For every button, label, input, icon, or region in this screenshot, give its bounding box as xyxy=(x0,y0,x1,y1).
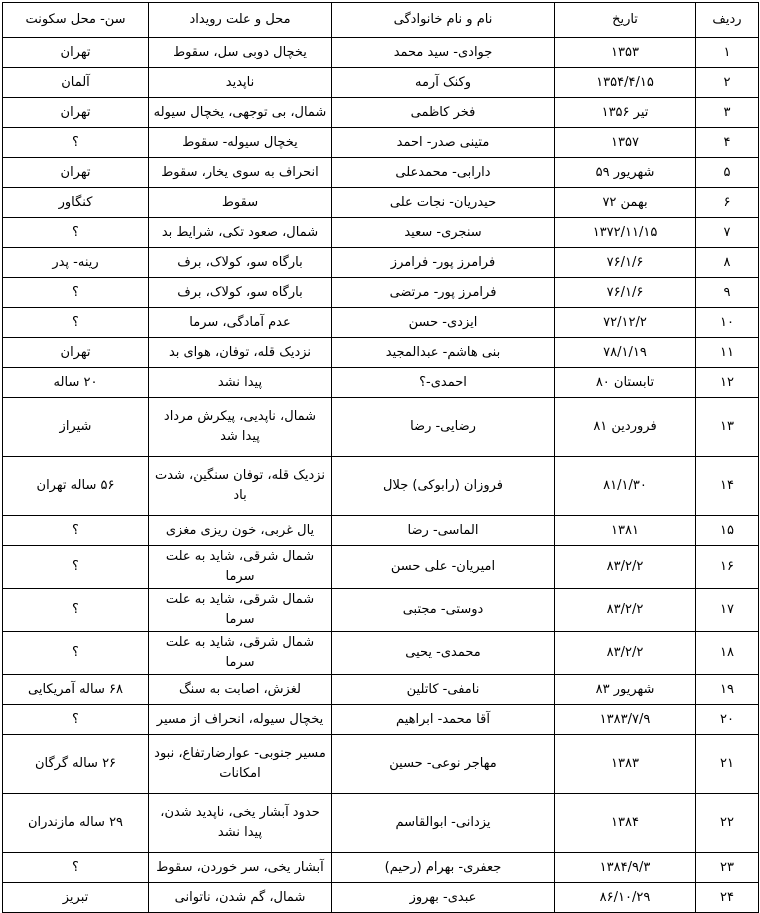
table-row xyxy=(3,338,759,368)
table-row xyxy=(3,188,759,218)
cell-age: ؟ xyxy=(3,589,149,632)
cell-row-number: ۱۵ xyxy=(696,516,759,546)
cell-age: ؟ xyxy=(3,308,149,338)
table-row xyxy=(3,308,759,338)
header-row xyxy=(3,3,759,38)
cell-name: جوادی- سید محمد xyxy=(332,38,555,68)
cell-name: آقا محمد- ابراهیم xyxy=(332,705,555,735)
cell-name: محمدی- یحیی xyxy=(332,632,555,675)
cell-age: کنگاور xyxy=(3,188,149,218)
cell-name: متینی صدر- احمد xyxy=(332,128,555,158)
table-row xyxy=(3,589,759,632)
cell-row-number: ۱۱ xyxy=(696,338,759,368)
cell-place: بارگاه سو، کولاک، برف xyxy=(149,278,332,308)
header-age: سن- محل سکونت xyxy=(3,3,149,38)
cell-row-number: ۵ xyxy=(696,158,759,188)
cell-age: ؟ xyxy=(3,516,149,546)
table-row xyxy=(3,158,759,188)
table-row xyxy=(3,368,759,398)
cell-date: ۸۳/۲/۲ xyxy=(555,589,696,632)
cell-row-number: ۳ xyxy=(696,98,759,128)
cell-row-number: ۱۸ xyxy=(696,632,759,675)
cell-row-number: ۱۲ xyxy=(696,368,759,398)
cell-age: ؟ xyxy=(3,705,149,735)
cell-date: ۸۳/۲/۲ xyxy=(555,546,696,589)
cell-place: سقوط xyxy=(149,188,332,218)
cell-date: ۸۳/۲/۲ xyxy=(555,632,696,675)
cell-date: ۸۶/۱۰/۲۹ xyxy=(555,883,696,913)
cell-age: ۲۹ ساله مازندران xyxy=(3,794,149,853)
incident-table xyxy=(2,2,759,913)
cell-name: فرامرز پور- مرتضی xyxy=(332,278,555,308)
cell-place: آبشار یخی، سر خوردن، سقوط xyxy=(149,853,332,883)
table-row xyxy=(3,632,759,675)
cell-place: یخچال دوبی سل، سقوط xyxy=(149,38,332,68)
cell-name: نامفی- کاتلین xyxy=(332,675,555,705)
cell-row-number: ۹ xyxy=(696,278,759,308)
cell-age: ؟ xyxy=(3,278,149,308)
cell-age: رینه- پدر xyxy=(3,248,149,278)
cell-age: ؟ xyxy=(3,632,149,675)
cell-date: ۸۱/۱/۳۰ xyxy=(555,457,696,516)
cell-row-number: ۲۱ xyxy=(696,735,759,794)
cell-place: ناپدید xyxy=(149,68,332,98)
cell-age: ۲۶ ساله گرگان xyxy=(3,735,149,794)
table-row xyxy=(3,853,759,883)
cell-age: ۵۶ ساله تهران xyxy=(3,457,149,516)
cell-date: ۱۳۵۳ xyxy=(555,38,696,68)
cell-date: ۱۳۸۱ xyxy=(555,516,696,546)
table-row xyxy=(3,457,759,516)
cell-place: شمال، گم شدن، ناتوانی xyxy=(149,883,332,913)
cell-name: مهاجر نوعی- حسین xyxy=(332,735,555,794)
cell-date: شهریور ۵۹ xyxy=(555,158,696,188)
header-date: تاریخ xyxy=(555,3,696,38)
cell-place: نزدیک قله، توفان، هوای بد xyxy=(149,338,332,368)
cell-name: فرامرز پور- فرامرز xyxy=(332,248,555,278)
table-row xyxy=(3,278,759,308)
cell-name: عبدی- بهروز xyxy=(332,883,555,913)
cell-place: حدود آبشار یخی، ناپدید شدن، پیدا نشد xyxy=(149,794,332,853)
cell-place: مسیر جنوبی- عوارضارتفاع، نبود امکانات xyxy=(149,735,332,794)
cell-name: ایزدی- حسن xyxy=(332,308,555,338)
cell-age: ؟ xyxy=(3,128,149,158)
cell-row-number: ۱۷ xyxy=(696,589,759,632)
cell-row-number: ۸ xyxy=(696,248,759,278)
cell-place: بارگاه سو، کولاک، برف xyxy=(149,248,332,278)
cell-date: ۱۳۸۴/۹/۳ xyxy=(555,853,696,883)
cell-name: دوستی- مجتبی xyxy=(332,589,555,632)
cell-date: بهمن ۷۲ xyxy=(555,188,696,218)
cell-date: ۱۳۸۳/۷/۹ xyxy=(555,705,696,735)
cell-place: شمال، صعود تکی، شرایط بد xyxy=(149,218,332,248)
cell-name: بنی هاشم- عبدالمجید xyxy=(332,338,555,368)
cell-age: تبریز xyxy=(3,883,149,913)
cell-name: وکنک آرمه xyxy=(332,68,555,98)
cell-name: الماسی- رضا xyxy=(332,516,555,546)
table-row xyxy=(3,794,759,853)
table-row xyxy=(3,98,759,128)
table-row xyxy=(3,705,759,735)
cell-place: عدم آمادگی، سرما xyxy=(149,308,332,338)
cell-age: ؟ xyxy=(3,546,149,589)
cell-place: یخچال سیوله- سقوط xyxy=(149,128,332,158)
table-row xyxy=(3,128,759,158)
cell-row-number: ۷ xyxy=(696,218,759,248)
cell-age: تهران xyxy=(3,158,149,188)
cell-age: ۶۸ ساله آمریکایی xyxy=(3,675,149,705)
table-row xyxy=(3,398,759,457)
cell-row-number: ۱۶ xyxy=(696,546,759,589)
cell-name: فخر کاظمی xyxy=(332,98,555,128)
cell-place: شمال، ناپدیی، پیکرش مرداد پیدا شد xyxy=(149,398,332,457)
cell-place: شمال، بی توجهی، یخچال سیوله xyxy=(149,98,332,128)
cell-place: شمال شرقی، شاید به علت سرما xyxy=(149,546,332,589)
cell-row-number: ۲ xyxy=(696,68,759,98)
cell-row-number: ۲۴ xyxy=(696,883,759,913)
cell-name: دارابی- محمدعلی xyxy=(332,158,555,188)
cell-name: فروزان (رابوکی) جلال xyxy=(332,457,555,516)
cell-date: شهریور ۸۳ xyxy=(555,675,696,705)
cell-name: حیدریان- نجات علی xyxy=(332,188,555,218)
cell-name: جعفری- بهرام (رحیم) xyxy=(332,853,555,883)
table-row xyxy=(3,68,759,98)
header-row-number: ردیف xyxy=(696,3,759,38)
cell-age: تهران xyxy=(3,98,149,128)
table-body xyxy=(3,38,759,913)
cell-age: ؟ xyxy=(3,853,149,883)
cell-place: شمال شرقی، شاید به علت سرما xyxy=(149,589,332,632)
cell-date: ۷۶/۱/۶ xyxy=(555,248,696,278)
cell-date: فروردین ۸۱ xyxy=(555,398,696,457)
cell-name: رضایی- رضا xyxy=(332,398,555,457)
cell-age: شیراز xyxy=(3,398,149,457)
cell-name: امیریان- علی حسن xyxy=(332,546,555,589)
cell-row-number: ۲۲ xyxy=(696,794,759,853)
cell-age: ۲۰ ساله xyxy=(3,368,149,398)
cell-name: احمدی-؟ xyxy=(332,368,555,398)
cell-row-number: ۱۳ xyxy=(696,398,759,457)
cell-row-number: ۱۴ xyxy=(696,457,759,516)
table-row xyxy=(3,675,759,705)
cell-place: نزدیک قله، توفان سنگین، شدت باد xyxy=(149,457,332,516)
cell-date: تابستان ۸۰ xyxy=(555,368,696,398)
header-name: نام و نام خانوادگی xyxy=(332,3,555,38)
cell-age: تهران xyxy=(3,38,149,68)
header-place: محل و علت رویداد xyxy=(149,3,332,38)
cell-date: ۷۶/۱/۶ xyxy=(555,278,696,308)
cell-date: ۱۳۷۲/۱۱/۱۵ xyxy=(555,218,696,248)
cell-name: سنجری- سعید xyxy=(332,218,555,248)
cell-place: لغزش، اصابت به سنگ xyxy=(149,675,332,705)
cell-date: ۱۳۵۴/۴/۱۵ xyxy=(555,68,696,98)
table-row xyxy=(3,546,759,589)
cell-row-number: ۱۰ xyxy=(696,308,759,338)
table-row xyxy=(3,735,759,794)
table-row xyxy=(3,883,759,913)
cell-date: ۱۳۵۷ xyxy=(555,128,696,158)
cell-row-number: ۲۳ xyxy=(696,853,759,883)
cell-row-number: ۶ xyxy=(696,188,759,218)
cell-row-number: ۲۰ xyxy=(696,705,759,735)
table-row xyxy=(3,218,759,248)
cell-age: ؟ xyxy=(3,218,149,248)
cell-place: یال غربی، خون ریزی مغزی xyxy=(149,516,332,546)
cell-age: آلمان xyxy=(3,68,149,98)
cell-name: یزدانی- ابوالقاسم xyxy=(332,794,555,853)
table-row xyxy=(3,38,759,68)
cell-date: ۱۳۸۴ xyxy=(555,794,696,853)
table-row xyxy=(3,516,759,546)
cell-date: ۷۸/۱/۱۹ xyxy=(555,338,696,368)
cell-date: ۷۲/۱۲/۲ xyxy=(555,308,696,338)
cell-place: پیدا نشد xyxy=(149,368,332,398)
cell-place: شمال شرقی، شاید به علت سرما xyxy=(149,632,332,675)
cell-row-number: ۱ xyxy=(696,38,759,68)
cell-row-number: ۱۹ xyxy=(696,675,759,705)
cell-age: تهران xyxy=(3,338,149,368)
cell-date: تیر ۱۳۵۶ xyxy=(555,98,696,128)
table-row xyxy=(3,248,759,278)
cell-date: ۱۳۸۳ xyxy=(555,735,696,794)
cell-place: یخچال سیوله، انحراف از مسیر xyxy=(149,705,332,735)
cell-row-number: ۴ xyxy=(696,128,759,158)
cell-place: انحراف به سوی یخار، سقوط xyxy=(149,158,332,188)
